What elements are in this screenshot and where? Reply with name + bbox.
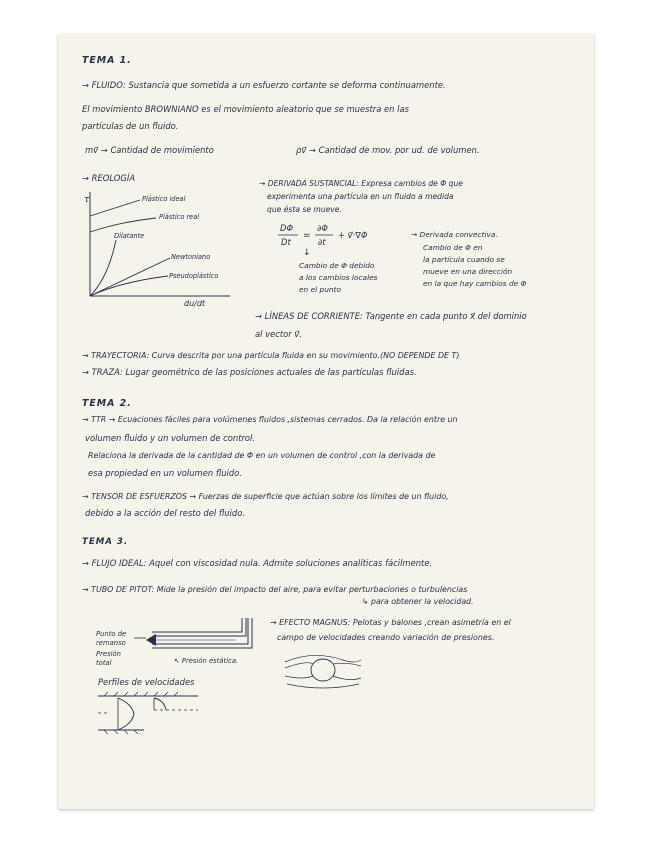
flujo-ideal-definition: → FLUJO IDEAL: Aquel con viscosidad nula. Admite soluciones analíticas fácilmente.: [82, 558, 433, 568]
convectiva-line-2: la partícula cuando se: [423, 255, 505, 264]
magnus-line-2: campo de velocidades creando variación de presiones.: [277, 633, 495, 642]
derivada-convectiva: → Derivada convectiva.: [411, 230, 498, 239]
ttr-line-2: volumen fluido y un volumen de control.: [85, 433, 256, 443]
pitot-tube-diagram: [96, 614, 276, 672]
eq-mid-den: ∂t: [318, 237, 326, 247]
eq-mid-num: ∂Φ: [317, 223, 328, 233]
velocity-profiles-sketch: [94, 690, 204, 736]
reologia-heading: → REOLOGÍA: [82, 173, 136, 183]
rheology-graph: [80, 188, 240, 318]
curve-label-pseudoplastico: Pseudoplástico: [169, 272, 219, 280]
cantidad-mov-volumen: ρv⃗ → Cantidad de mov. por ud. de volumen.: [296, 145, 480, 155]
curve-label-plastico-ideal: Plástico ideal: [142, 195, 186, 203]
relaciona-line-2: esa propiedad en un volumen fluido.: [88, 468, 242, 478]
pitot-line-1: → TUBO DE PITOT: Mide la presión del impacto del aire, para evitar perturbaciones o turbulencias: [82, 585, 468, 594]
browniano-line-1: El movimiento BROWNIANO es el movimiento aleatorio que se muestra en las: [82, 104, 409, 114]
tensor-line-2: debido a la acción del resto del fluido.: [85, 508, 245, 518]
pitot-label-presion-1: Presión: [96, 650, 121, 658]
tema3-title: TEMA 3.: [82, 537, 129, 547]
tensor-line-1: → TENSOR DE ESFUERZOS → Fuerzas de superficie que actúan sobre los límites de un fluido,: [82, 492, 449, 501]
curve-label-newtoniano: Newtoniano: [171, 253, 211, 261]
magnus-line-1: → EFECTO MAGNUS: Pelotas y balones ,crean asimetría en el: [270, 618, 511, 627]
pitot-label-estatica: ↖ Presión estática.: [174, 657, 239, 665]
eq-lhs-num: DΦ: [280, 223, 294, 233]
perfiles-heading: Perfiles de velocidades: [98, 677, 195, 687]
local-line-2: a los cambios locales: [299, 273, 378, 282]
convectiva-line-3: mueve en una dirección: [423, 267, 513, 276]
lineas-corriente-2: al vector v⃗.: [255, 329, 302, 339]
svg-text:=: =: [303, 231, 311, 241]
traza-definition: → TRAZA: Lugar geométrico de las posiciones actuales de las partículas fluidas.: [82, 367, 417, 377]
rheology-x-label: du/dt: [184, 299, 206, 308]
local-line-1: Cambio de Φ debido: [299, 261, 375, 270]
eq-rest: + v⃗·∇Φ: [338, 230, 368, 240]
rheology-y-label: τ: [84, 195, 90, 205]
convectiva-line-1: Cambio de Φ en: [423, 243, 483, 252]
magnus-ball-sketch: [283, 650, 363, 690]
tema2-title: TEMA 2.: [82, 398, 132, 409]
relaciona-line-1: Relaciona la derivada de la cantidad de Φ en un volumen de control ,con la derivada de: [88, 451, 436, 460]
derivada-line-3: que ésta se mueve.: [267, 205, 342, 214]
fluido-definition: → FLUIDO: Sustancia que sometida a un esfuerzo cortante se deforma continuamente.: [82, 80, 446, 90]
eq-lhs-den: Dt: [281, 237, 291, 247]
pitot-label-punto-1: Punto de: [96, 630, 127, 638]
pitot-label-punto-2: remanso: [96, 639, 126, 647]
derivada-line-2: experimenta una partícula en un fluido a medida: [267, 192, 454, 201]
down-arrow: ↓: [303, 248, 311, 258]
browniano-line-2: partículas de un fluido.: [82, 121, 179, 131]
cantidad-movimiento: mv⃗ → Cantidad de movimiento: [85, 145, 214, 155]
derivada-line-1: → DERIVADA SUSTANCIAL: Expresa cambios de Φ que: [259, 179, 463, 188]
ttr-line-1: → TTR → Ecuaciones fáciles para volúmenes fluidos ,sistemas cerrados. Da la relación entre un: [82, 415, 458, 424]
derivada-equation: [270, 218, 410, 258]
curve-label-dilatante: Dilatante: [114, 232, 145, 240]
lineas-corriente-1: → LÍNEAS DE CORRIENTE: Tangente en cada punto x⃗ del dominio: [255, 311, 527, 321]
curve-label-plastico-real: Plástico real: [159, 213, 200, 221]
local-line-3: en el punto: [299, 285, 342, 294]
pitot-label-presion-2: total: [96, 659, 112, 667]
pitot-line-2: ↳ para obtener la velocidad.: [362, 597, 474, 606]
trayectoria-definition: → TRAYECTORIA: Curva descrita por una partícula fluida en su movimiento.(NO DEPENDE DE T): [82, 351, 460, 360]
tema1-title: TEMA 1.: [82, 55, 132, 66]
convectiva-line-4: en la que hay cambios de Φ: [423, 279, 527, 288]
